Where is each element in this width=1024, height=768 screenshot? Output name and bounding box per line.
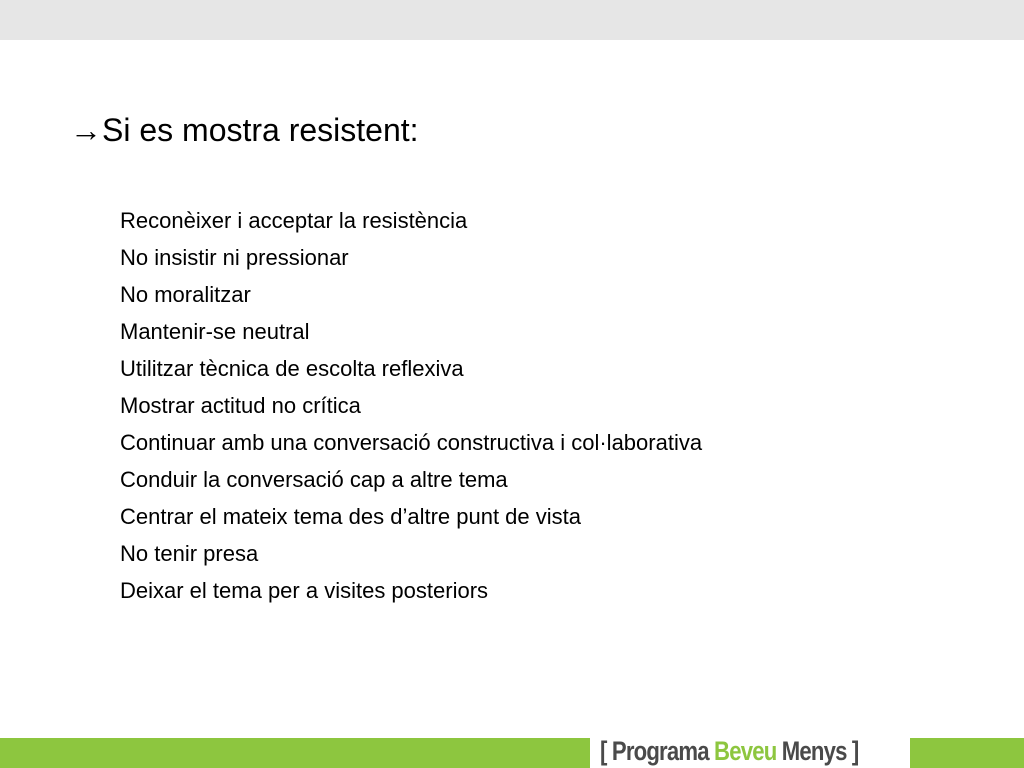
bullet-list [120,202,702,609]
list-item: No tenir presa [120,541,259,566]
logo-word-menys: Menys [781,736,847,766]
list-item: No insistir ni pressionar [120,245,349,270]
list-item: Deixar el tema per a visites posteriors [120,578,489,603]
logo-close-bracket: ] [851,736,859,766]
logo-word-beveu: Beveu [714,736,777,766]
slide-title: →Si es mostra resistent: [70,112,419,148]
list-item: Utilitzar tècnica de escolta reflexiva [120,356,464,381]
list-item: Conduir la conversació cap a altre tema [120,467,508,492]
logo-open-bracket: [ [600,736,607,766]
top-band [0,0,1024,40]
logo-word-programa: Programa [611,736,709,766]
list-item: Reconèixer i acceptar la resistència [120,208,468,233]
list-item: No moralitzar [120,282,251,307]
list-item: Continuar amb una conversació constructiva i col·laborativa [120,430,703,455]
list-item: Centrar el mateix tema des d’altre punt de vista [120,504,582,529]
program-logo [600,734,858,768]
list-item: Mostrar actitud no crítica [120,393,361,418]
list-item: Mantenir-se neutral [120,319,310,344]
